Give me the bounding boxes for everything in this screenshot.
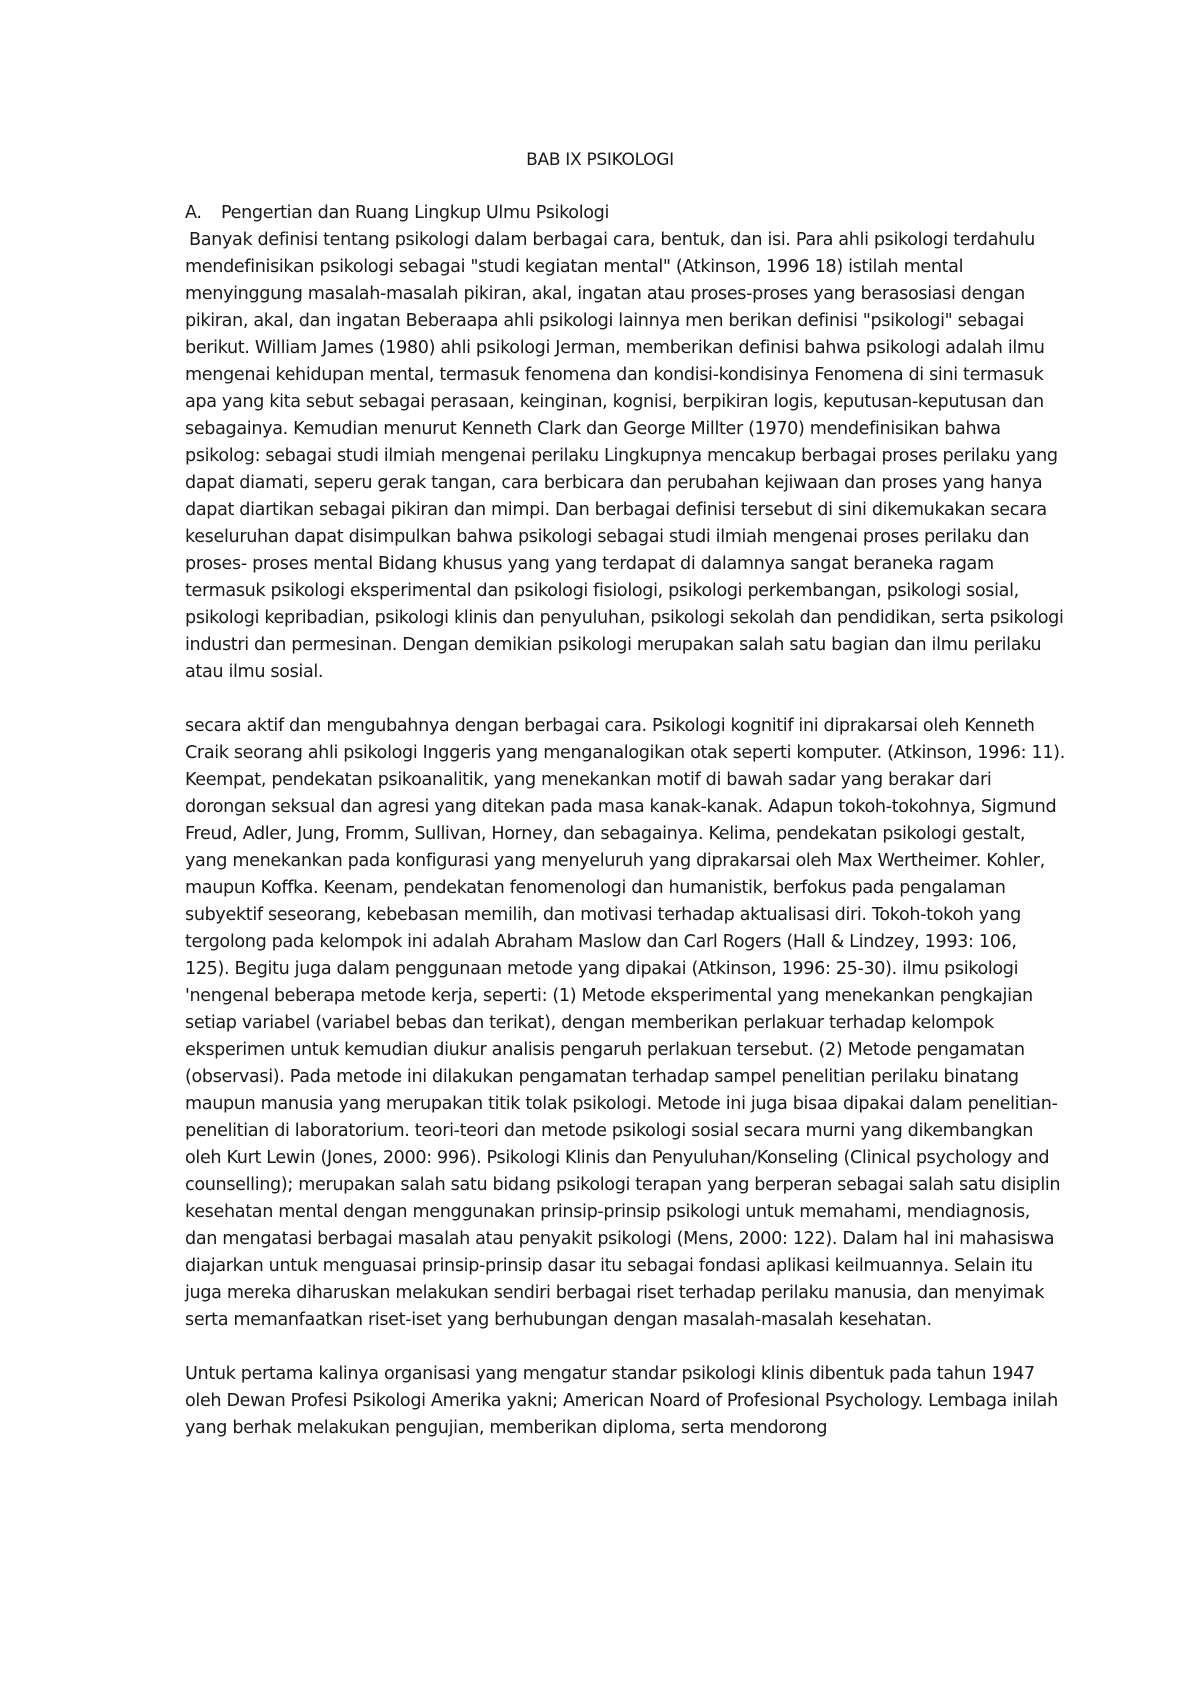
paragraph-1: Banyak definisi tentang psikologi dalam berbagai cara, bentuk, dan isi. Para ahli psikologi terdahulu mendefinisikan psikologi sebagai "studi kegiatan mental" (Atkinson, 1996 18) istilah mental menyinggung masalah-masalah pikiran, akal, ingatan atau proses-proses yang berasosiasi dengan pikiran, akal, dan ingatan Beberaapa ahli psikologi lainnya men berikan definisi "psikologi" sebagai berikut. William James (1980) ahli psikologi Jerman, memberikan definisi bahwa psikologi adalah ilmu mengenai kehidupan mental, termasuk fenomena dan kondisi-kondisinya Fenomena di sini termasuk apa yang kita sebut sebagai perasaan, keinginan, kognisi, berpikiran logis, keputusan-keputusan dan sebagainya. Kemudian menurut Kenneth Clark dan George Millter (1970) mendefinisikan bahwa psikolog: sebagai studi ilmiah mengenai perilaku Lingkupnya mencakup berbagai proses perilaku yang dapat diamati, seperu gerak tangan, cara berbicara dan perubahan kejiwaan dan proses yang hanya dapat diartikan sebagai pikiran dan mimpi. Dan berbagai definisi tersebut di sini dikemukakan secara keseluruhan dapat disimpulkan bahwa psikologi sebagai studi ilmiah mengenai proses perilaku dan proses- proses mental Bidang khusus yang yang terdapat di dalamnya sangat beraneka ragam termasuk psikologi eksperimental dan psikologi fisiologi, psikologi perkembangan, psikologi sosial, psikologi kepribadian, psikologi klinis dan penyuluhan, psikologi sekolah dan pendidikan, serta psikologi industri dan permesinan. Dengan demikian psikologi merupakan salah satu bagian dan ilmu perilaku atau ilmu sosial.: [185, 230, 1064, 682]
section-heading-text: Pengertian dan Ruang Lingkup Ulmu Psikologi: [221, 203, 610, 223]
section-letter: A.: [185, 203, 202, 223]
paragraph-spacer: [185, 686, 1065, 713]
document-title: BAB IX PSIKOLOGI: [526, 150, 674, 170]
paragraph-3: Untuk pertama kalinya organisasi yang mengatur standar psikologi klinis dibentuk pada tahun 1947 oleh Dewan Profesi Psikologi Amerika yakni; American Noard of Profesional Psychology. Lembaga inilah yang berhak melakukan pengujian, memberikan diploma, serta mendorong: [185, 1364, 1058, 1438]
section-heading: [185, 200, 1065, 227]
document-body: [185, 200, 1065, 1442]
paragraph-2: secara aktif dan mengubahnya dengan berbagai cara. Psikologi kognitif ini diprakarsai oleh Kenneth Craik seorang ahli psikologi Inggeris yang menganalogikan otak seperti komputer. (Atkinson, 1996: 11). Keempat, pendekatan psikoanalitik, yang menekankan motif di bawah sadar yang berakar dari dorongan seksual dan agresi yang ditekan pada masa kanak-kanak. Adapun tokoh-tokohnya, Sigmund Freud, Adler, Jung, Fromm, Sullivan, Horney, dan sebagainya. Kelima, pendekatan psikologi gestalt, yang menekankan pada konfigurasi yang menyeluruh yang diprakarsai oleh Max Wertheimer. Kohler, maupun Koffka. Keenam, pendekatan fenomenologi dan humanistik, berfokus pada pengalaman subyektif seseorang, kebebasan memilih, dan motivasi terhadap aktualisasi diri. Tokoh-tokoh yang tergolong pada kelompok ini adalah Abraham Maslow dan Carl Rogers (Hall & Lindzey, 1993: 106, 125). Begitu juga dalam penggunaan metode yang dipakai (Atkinson, 1996: 25-30). ilmu psikologi 'nengenal beberapa metode kerja, seperti: (1) Metode eksperimental yang menekankan pengkajian setiap variabel (variabel bebas dan terikat), dengan memberikan perlakuar terhadap kelompok eksperimen untuk kemudian diukur analisis pengaruh perlakuan tersebut. (2) Metode pengamatan (observasi). Pada metode ini dilakukan pengamatan terhadap sampel penelitian perilaku binatang maupun manusia yang merupakan titik tolak psikologi. Metode ini juga bisaa dipakai dalam penelitian- penelitian di laboratorium. teori-teori dan metode psikologi sosial secara murni yang dikembangkan oleh Kurt Lewin (Jones, 2000: 996). Psikologi Klinis dan Penyuluhan/Konseling (Clinical psychology and counselling); merupakan salah satu bidang psikologi terapan yang berperan sebagai salah satu disiplin kesehatan mental dengan menggunakan prinsip-prinsip psikologi untuk memahami, mendiagnosis, dan mengatasi berbagai masalah atau penyakit psikologi (Mens, 2000: 122). Dalam hal ini mahasiswa diajarkan untuk menguasai prinsip-prinsip dasar itu sebagai fondasi aplikasi keilmuannya. Selain itu juga mereka diharuskan melakukan sendiri berbagai riset terhadap perilaku manusia, dan menyimak serta memanfaatkan riset-iset yang berhubungan dengan masalah-masalah kesehatan.: [185, 716, 1065, 1330]
paragraph-spacer: [185, 1334, 1065, 1361]
